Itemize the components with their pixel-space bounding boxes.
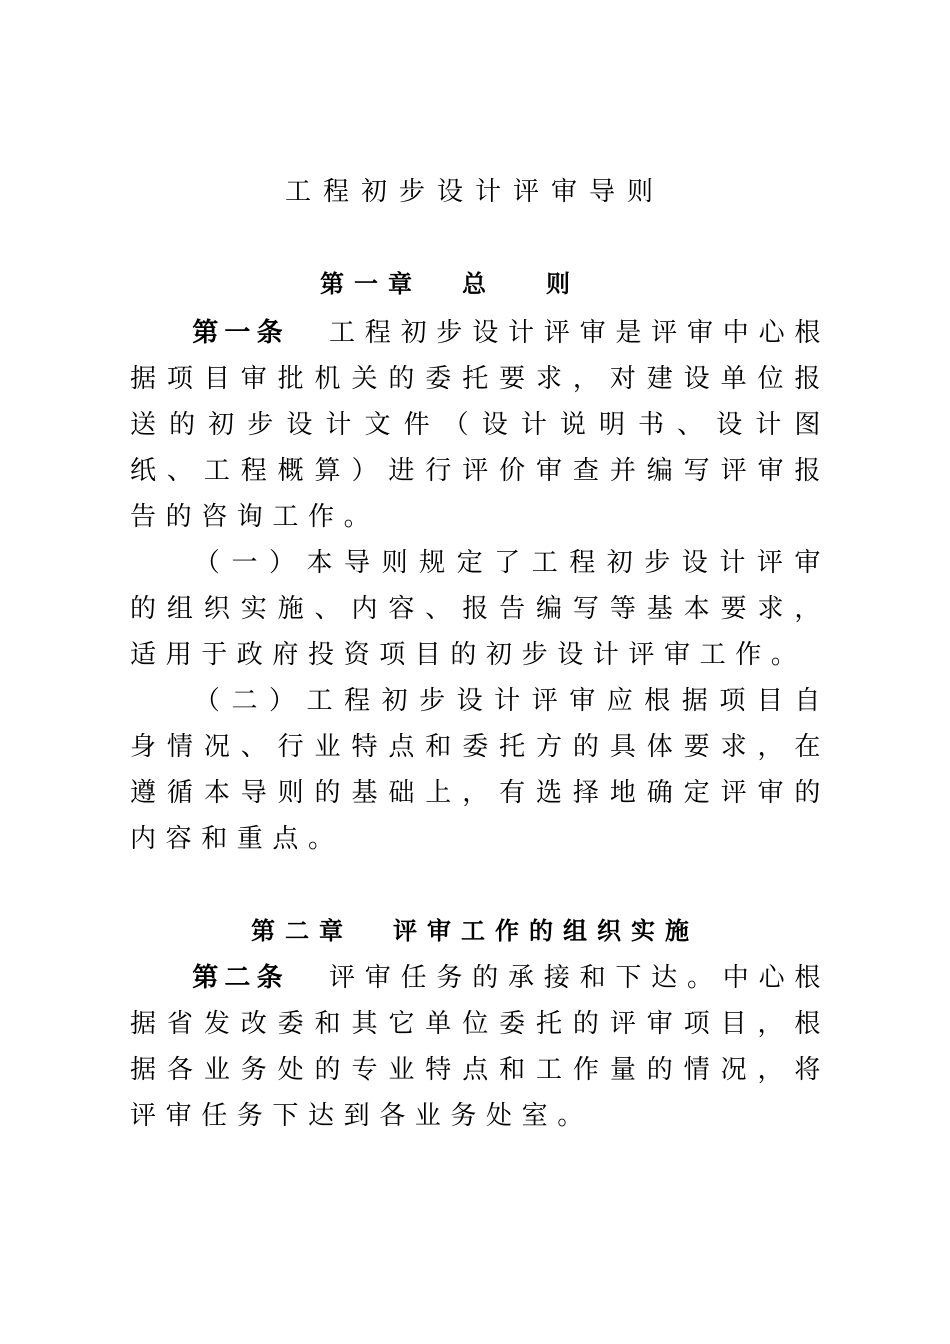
- article-1-label: 第一条: [192, 318, 289, 348]
- clause-2-paragraph: [130, 678, 830, 862]
- chapter-2-title: 评审工作的组织实施: [393, 917, 699, 945]
- chapter-1-number: 第一章: [320, 270, 422, 298]
- chapter-1-title: 总则: [462, 270, 630, 298]
- clause-1-paragraph: [130, 540, 830, 678]
- article-2-label: 第二条: [192, 963, 289, 993]
- document-title: 工程初步设计评审导则: [284, 177, 665, 207]
- clause-2-text: （二）工程初步设计评审应根据项目自身情况、行业特点和委托方的具体要求，在遵循本导则的基础上，有选择地确定评审的内容和重点。: [130, 686, 830, 854]
- chapter-1-heading: [0, 266, 950, 302]
- chapter-2-heading: [0, 913, 950, 949]
- article-2-text: 评审任务的承接和下达。中心根据省发改委和其它单位委托的评审项目，根据各业务处的专业特点和工作量的情况，将评审任务下达到各业务处室。: [130, 963, 830, 1131]
- article-1-text: 工程初步设计评审是评审中心根据项目审批机关的委托要求，对建设单位报送的初步设计文件（设计说明书、设计图纸、工程概算）进行评价审查并编写评审报告的咨询工作。: [130, 318, 830, 532]
- chapter-2-number: 第二章: [251, 917, 353, 945]
- article-2-paragraph: [130, 955, 830, 1139]
- article-1-paragraph: [130, 310, 830, 540]
- clause-1-text: （一）本导则规定了工程初步设计评审的组织实施、内容、报告编写等基本要求，适用于政府投资项目的初步设计评审工作。: [130, 548, 830, 670]
